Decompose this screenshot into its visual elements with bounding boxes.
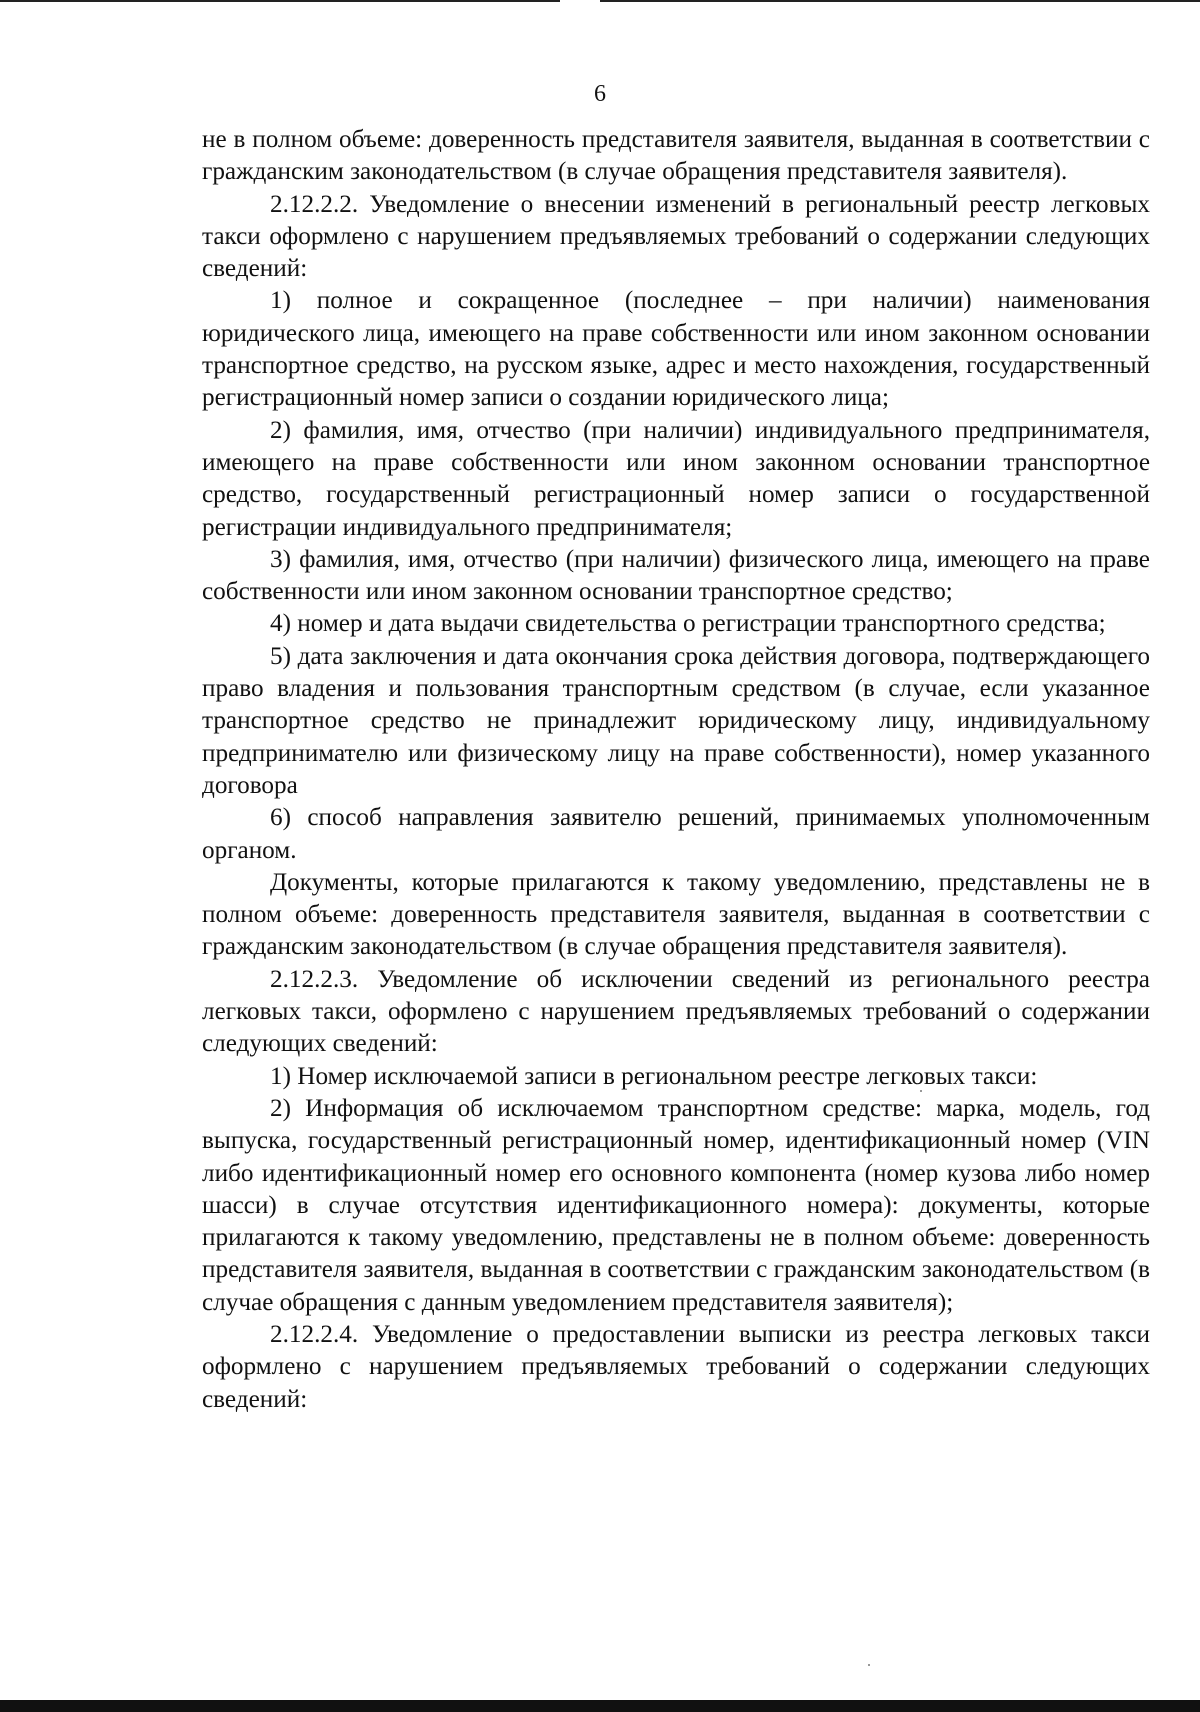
scan-speck (868, 1664, 870, 1666)
document-body (202, 124, 1150, 1416)
scan-speck (920, 1090, 922, 1092)
list-item-1: 1) полное и сокращенное (последнее – при наличии) наименования юридического лица, имеющего на праве собственности или ином законном основании транспортное средство, на русском языке, адрес и место нахождения, государственный регистрационный номер записи о создании юридического лица; (202, 287, 1150, 412)
scan-edge-top (0, 0, 1200, 2)
paragraph-section-2-12-2-4: 2.12.2.4. Уведомление о предоставлении выписки из реестра легковых такси оформлено с нарушением предъявляемых требований о содержании следующих сведений: (202, 1320, 1150, 1413)
list-item-record-number: 1) Номер исключаемой записи в региональном реестре легковых такси: (270, 1062, 1038, 1090)
page-number: 6 (594, 81, 606, 107)
paragraph-continuation: не в полном объеме: доверенность представителя заявителя, выданная в соответствии с гражданским законодательством (в случае обращения представителя заявителя). (202, 126, 1150, 186)
list-item-5: 5) дата заключения и дата окончания срока действия договора, подтверждающего право владения и пользования транспортным средством (в случае, если указанное транспортное средство не принадлежит юридическому лицу, индивидуальному предпринимателю или физическому лицу на праве собственности), номер указанного договора (202, 642, 1150, 799)
list-item-6: 6) способ направления заявителю решений, принимаемых уполномоченным органом. (202, 804, 1150, 864)
list-item-4: 4) номер и дата выдачи свидетельства о регистрации транспортного средства; (270, 610, 1106, 638)
paragraph-section-2-12-2-3: 2.12.2.3. Уведомление об исключении сведений из регионального реестра легковых такси, оформлено с нарушением предъявляемых требований о содержании следующих сведений: (202, 965, 1150, 1058)
scan-edge-bottom (0, 1700, 1200, 1712)
scan-edge-gap (560, 0, 600, 2)
paragraph-section-2-12-2-2: 2.12.2.2. Уведомление о внесении изменений в региональный реестр легковых такси оформлено с нарушением предъявляемых требований о содержании следующих сведений: (202, 190, 1150, 283)
paragraph-documents: Документы, которые прилагаются к такому уведомлению, представлены не в полном объеме: доверенность представителя заявителя, выданная в соответствии с гражданским законодательством (в случае обращения представителя заявителя). (202, 868, 1150, 961)
list-item-2: 2) фамилия, имя, отчество (при наличии) индивидуального предпринимателя, имеющего на праве собственности или ином законном основании транспортное средство, государственный регистрационный номер записи о государственной регистрации индивидуального предпринимателя; (202, 416, 1150, 541)
list-item-vehicle-info: 2) Информация об исключаемом транспортном средстве: марка, модель, год выпуска, государственный регистрационный номер, идентификационный номер (VIN либо идентификационный номер его основного компонента (номер кузова либо номер шасси) в случае отсутствия идентификационного номера): документы, которые прилагаются к такому уведомлению, представлены не в полном объеме: доверенность представителя заявителя, выданная в соответствии с гражданским законодательством (в случае обращения с данным уведомлением представителя заявителя); (202, 1094, 1150, 1316)
list-item-3: 3) фамилия, имя, отчество (при наличии) физического лица, имеющего на праве собственности или ином законном основании транспортное средство; (202, 545, 1150, 606)
